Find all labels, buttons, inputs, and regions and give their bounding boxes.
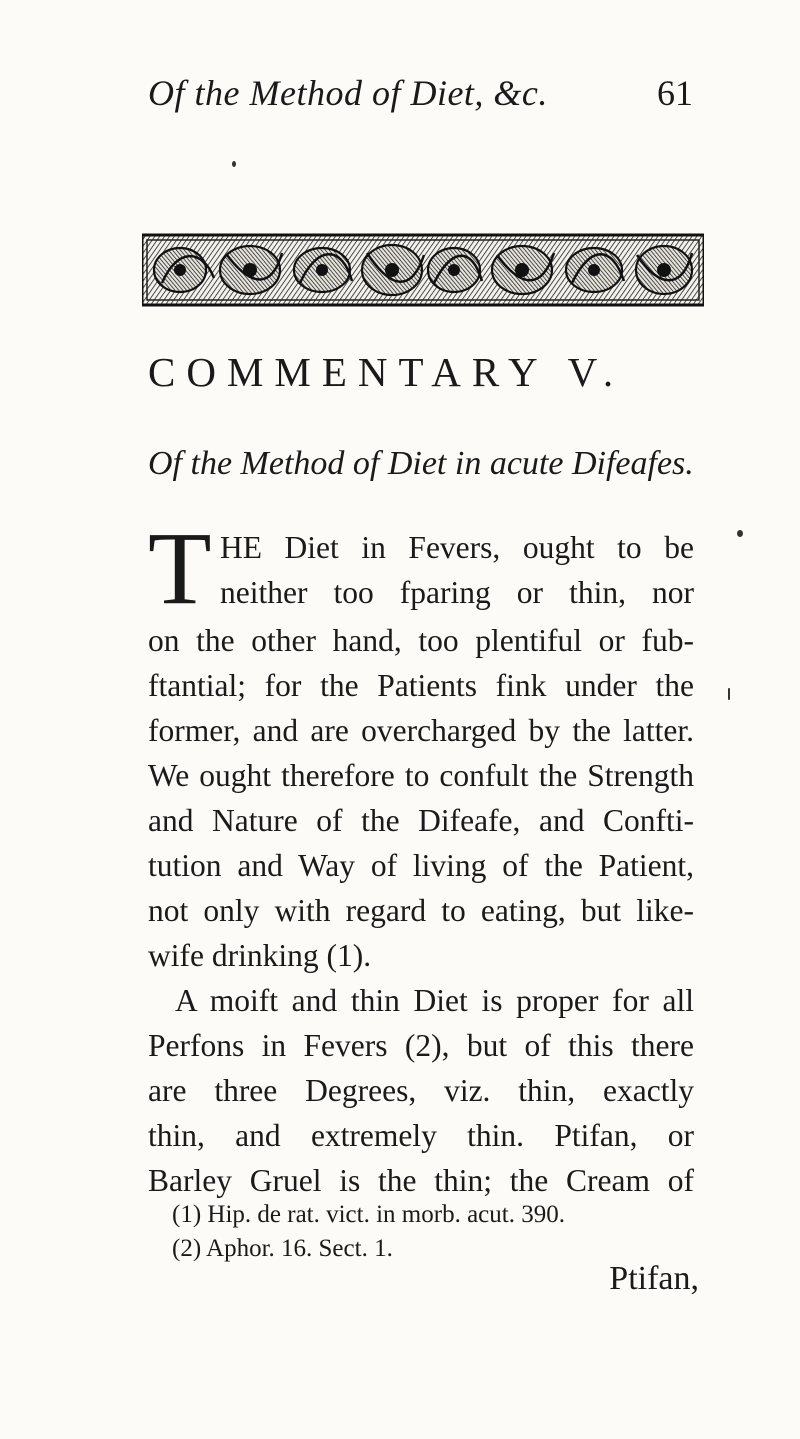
- footnote-2: (2) Aphor. 16. Sect. 1.: [172, 1235, 393, 1262]
- text-line: on the other hand, too plentiful or fub-: [148, 623, 694, 658]
- decorative-headpiece-ornament-icon: [142, 233, 704, 307]
- text-line: We ought therefore to confult the Strength: [148, 758, 694, 793]
- text-line: ftantial; for the Patients fink under the: [148, 668, 694, 703]
- text-line: thin, and extremely thin. Ptifan, or: [148, 1118, 694, 1153]
- running-title: Of the Method of Diet, &c.: [148, 73, 548, 113]
- drop-cap: T: [148, 511, 212, 626]
- text-line: wife drinking (1).: [148, 938, 372, 973]
- text-line: HE Diet in Fevers, ought to be: [220, 530, 694, 565]
- page-number: 61: [657, 73, 693, 113]
- commentary-subheading: Of the Method of Diet in acute Difeafes.: [148, 445, 694, 482]
- text-line: are three Degrees, viz. thin, exactly: [148, 1073, 694, 1108]
- text-line: neither too fparing or thin, nor: [220, 575, 694, 610]
- text-line: tution and Way of living of the Patient,: [148, 848, 694, 883]
- running-head: [148, 72, 693, 122]
- ink-speck: [737, 530, 743, 537]
- text-line: former, and are overcharged by the latter.: [148, 713, 694, 748]
- catchword: Ptifan,: [609, 1260, 699, 1297]
- commentary-heading: COMMENTARY V.: [148, 349, 625, 395]
- footnote-1: (1) Hip. de rat. vict. in morb. acut. 390.: [172, 1201, 565, 1228]
- footnotes: [172, 1198, 672, 1266]
- body-text: [148, 511, 694, 1203]
- text-line: and Nature of the Difeafe, and Confti-: [148, 803, 694, 838]
- text-line: Barley Gruel is the thin; the Cream of: [148, 1163, 694, 1198]
- text-line: not only with regard to eating, but like-: [148, 893, 694, 928]
- ink-speck: [728, 688, 730, 700]
- ink-speck: [232, 161, 236, 167]
- text-line: Perfons in Fevers (2), but of this there: [148, 1028, 694, 1063]
- text-line: A moift and thin Diet is proper for all: [175, 983, 694, 1018]
